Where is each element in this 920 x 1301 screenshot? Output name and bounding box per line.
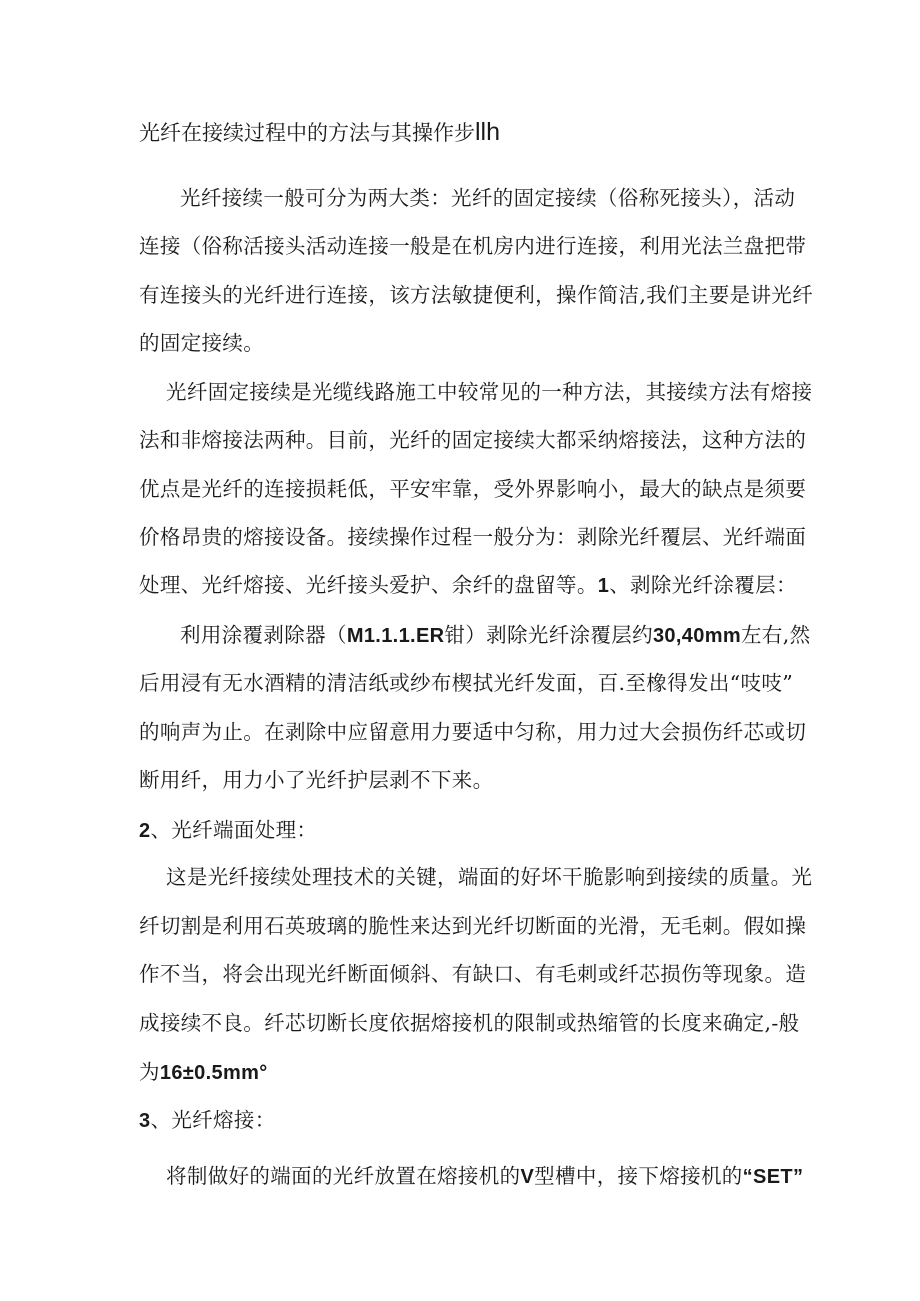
paragraph2-line5-text: 处理、光纤熔接、光纤接头爱护、余纤的盘留等。: [139, 573, 598, 597]
stripper-model-code: M1.1.1.ER: [346, 625, 445, 647]
paragraph3-line2: 后用浸有无水酒精的清洁纸或纱布楔拭光纤发面，百.至橡得发出“吱吱”: [139, 671, 794, 695]
paragraph1-line3: 有连接头的光纤进行连接，该方法敏捷便利，操作简洁,我们主要是讲光纤: [139, 283, 814, 307]
paragraph5-text-a: 将制做好的端面的光纤放置在熔接机的: [166, 1164, 521, 1188]
document-title: [139, 117, 500, 148]
set-key-label: “SET”: [742, 1166, 804, 1188]
paragraph2-line3: 优点是光纤的连接损耗低，平安牢靠，受外界影响小，最大的缺点是须要: [139, 477, 807, 501]
section2-heading-text: 、光纤端面处理：: [150, 818, 318, 842]
paragraph5-line1: [166, 1161, 803, 1192]
paragraph4-line3: 作不当，将会出现光纤断面倾斜、有缺口、有毛刺或纤芯损伤等现象。造: [139, 962, 807, 986]
section1-heading: 、剥除光纤涂覆层：: [609, 573, 797, 597]
paragraph4-line1: 这是光纤接续处理技术的关键，端面的好坏干脆影响到接续的质量。光: [166, 865, 813, 889]
section2-heading: [139, 815, 317, 846]
paragraph3-line3: 的响声为止。在剥除中应留意用力要适中匀称，用力过大会损伤纤芯或切: [139, 720, 807, 744]
paragraph4-line4: 成接续不良。纤芯切断长度依据熔接机的限制或热缩管的长度来确定,-般: [139, 1011, 800, 1035]
section3-heading: [139, 1105, 276, 1136]
paragraph3-line1: [180, 620, 810, 651]
paragraph4-line5-text: 为: [139, 1060, 160, 1084]
v-groove-label: V: [520, 1166, 535, 1188]
section3-number: 3: [139, 1110, 151, 1132]
paragraph3-text-a: 利用涂覆剥除器（: [180, 623, 347, 647]
title-text: 光纤在接续过程中的方法与其操作步: [139, 121, 475, 145]
paragraph4-line2: 纤切割是利用石英玻璃的脆性来达到光纤切断面的光滑，无毛刺。假如操: [139, 914, 807, 938]
section2-number: 2: [139, 820, 151, 842]
paragraph3-line4: 断用纤，用力小了光纤护层剥不下来。: [139, 768, 494, 792]
paragraph1-line2: 连接（俗称活接头活动连接一般是在机房内进行连接，利用光法兰盘把带: [139, 234, 807, 258]
section1-number: 1: [597, 575, 610, 597]
section3-heading-text: 、光纤熔接：: [150, 1108, 276, 1132]
paragraph2-line1: 光纤固定接续是光缆线路施工中较常见的一种方法，其接续方法有熔接: [166, 380, 813, 404]
paragraph4-line5: [139, 1057, 268, 1088]
paragraph3-text-b: 钳）剥除光纤涂覆层约: [444, 623, 653, 647]
paragraph5-text-b: 型槽中，接下熔接机的: [534, 1164, 743, 1188]
paragraph2-line4: 价格昂贵的熔接设备。接续操作过程一般分为：剥除光纤覆层、光纤端面: [139, 525, 807, 549]
title-tail: llh: [475, 118, 501, 146]
paragraph1-line1: 光纤接续一般可分为两大类：光纤的固定接续（俗称死接头），活动: [180, 186, 796, 210]
paragraph2-line2: 法和非熔接法两种。目前，光纤的固定接续大都采纳熔接法，这种方法的: [139, 428, 807, 452]
paragraph1-line4: 的固定接续。: [139, 331, 265, 355]
paragraph3-text-c: 左右,然: [741, 623, 811, 647]
cleave-length-value: 16±0.5mm°: [159, 1062, 268, 1084]
strip-length-value: 30,40mm: [652, 625, 742, 647]
paragraph2-line5: [139, 570, 797, 601]
